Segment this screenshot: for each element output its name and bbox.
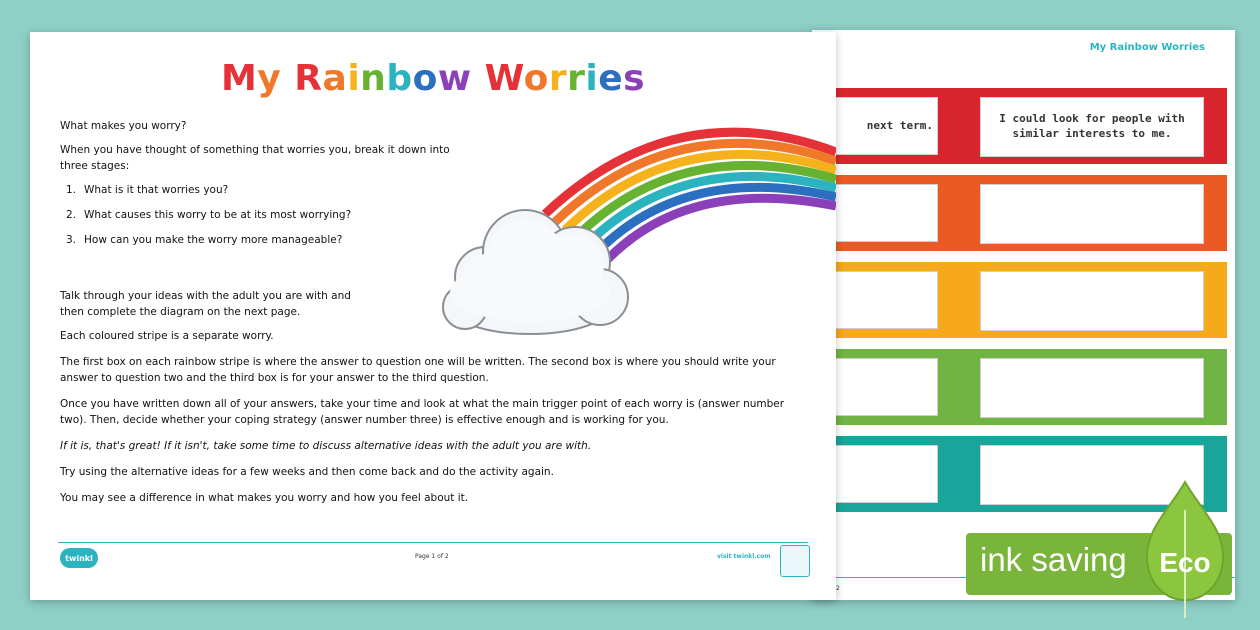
stage-item <box>66 234 351 259</box>
title-letter: i <box>347 58 361 99</box>
box-line-1: The first box on each rainbow stripe is where the answer to question one will be written. The second box is where you should write your <box>60 356 776 368</box>
worry-stripe <box>834 88 1227 164</box>
worry-box-1 <box>834 184 938 242</box>
if-line: If it is, that's great! If it isn't, take some time to discuss alternative ideas with the adult you are with. <box>60 440 592 452</box>
title-letter: r <box>548 58 568 99</box>
stage-text: What is it that worries you? <box>84 184 229 196</box>
title-letter: w <box>437 58 472 99</box>
title-letter: i <box>585 58 599 99</box>
may-line: You may see a difference in what makes you worry and how you feel about it. <box>60 492 469 504</box>
worry-box-1 <box>834 271 938 329</box>
title-letter: s <box>623 58 646 99</box>
title-letter: n <box>360 58 387 99</box>
worry-box-1 <box>834 358 938 416</box>
once-line-2: two). Then, decide whether your coping strategy (answer number three) is effective enough and is working for you. <box>60 414 669 426</box>
worry-stripe <box>834 175 1227 251</box>
title-letter: o <box>412 58 438 99</box>
stage-text: How can you make the worry more manageable? <box>84 234 343 246</box>
stage-number: 3. <box>66 234 77 246</box>
page-2-page-number: 2 <box>836 585 840 592</box>
worry-box-1: next term. <box>834 97 938 155</box>
stage-item <box>66 209 351 234</box>
talk-line-2: then complete the diagram on the next page. <box>60 306 301 318</box>
title-letter: R <box>294 58 323 99</box>
try-line: Try using the alternative ideas for a few weeks and then come back and do the activity again. <box>60 466 554 478</box>
page-number: Page 1 of 2 <box>415 553 449 560</box>
title-letter: o <box>523 58 549 99</box>
stage-item <box>66 184 351 209</box>
intro-line-2: three stages: <box>60 160 130 172</box>
worry-box-2 <box>980 358 1204 418</box>
title-letter <box>281 58 294 99</box>
worksheet-page-1 <box>30 32 836 600</box>
eco-tag: Eco <box>1159 547 1211 578</box>
worry-box-2 <box>980 271 1204 331</box>
box-line-2: answer to question two and the third box is for your answer to the third question. <box>60 372 489 384</box>
title-letter: b <box>386 58 413 99</box>
stripe-note: Each coloured stripe is a separate worry. <box>60 330 274 342</box>
twinkl-logo: twinkl <box>60 548 98 568</box>
eco-leaf-icon <box>1143 480 1227 620</box>
quality-badge-icon <box>780 545 810 577</box>
title-letter: M <box>220 58 258 99</box>
worry-box-1 <box>834 445 938 503</box>
intro-question: What makes you worry? <box>60 120 187 132</box>
title-letter: a <box>322 58 348 99</box>
page-2-title: My Rainbow Worries <box>1089 42 1205 53</box>
title-letter: y <box>257 58 282 99</box>
rainbow-cloud-illustration <box>415 102 836 352</box>
stage-text: What causes this worry to be at its most worrying? <box>84 209 352 221</box>
once-line-1: Once you have written down all of your answers, take your time and look at what the main trigger point of each worry is (answer number <box>60 398 785 410</box>
title-letter: e <box>598 58 624 99</box>
worry-stripe <box>834 349 1227 425</box>
worry-box-2: I could look for people with similar interests to me. <box>980 97 1204 157</box>
ink-saving-label: ink saving <box>980 541 1127 578</box>
site-link: visit twinkl.com <box>717 553 771 560</box>
worry-stripe <box>834 262 1227 338</box>
stage-number: 2. <box>66 209 77 221</box>
stage-number: 1. <box>66 184 77 196</box>
title-letter <box>472 58 485 99</box>
page-title <box>30 58 836 99</box>
title-letter: r <box>567 58 586 99</box>
worry-box-2 <box>980 184 1204 244</box>
stages-list <box>66 184 351 259</box>
footer-line <box>58 542 808 543</box>
intro-line-1: When you have thought of something that worries you, break it down into <box>60 144 450 156</box>
title-letter: W <box>484 58 524 99</box>
talk-line-1: Talk through your ideas with the adult you are with and <box>60 290 351 302</box>
